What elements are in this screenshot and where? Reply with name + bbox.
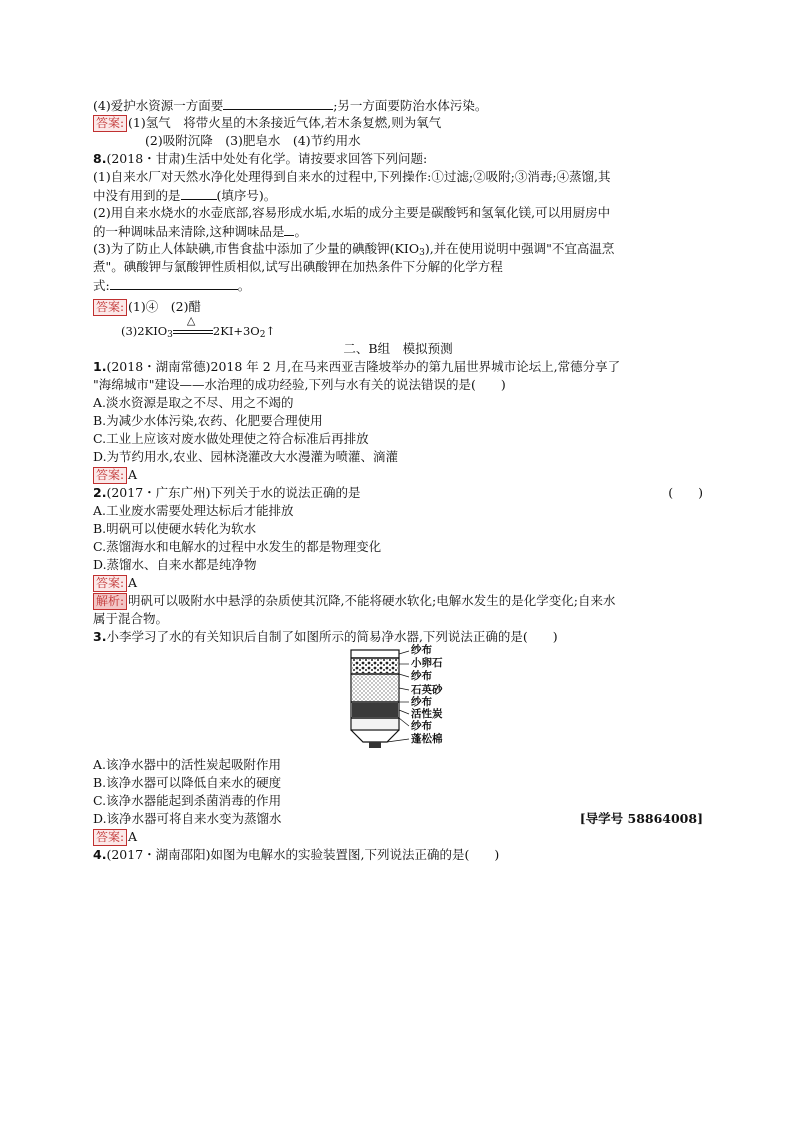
q3-option-c: C.该净水器能起到杀菌消毒的作用 [93, 793, 282, 808]
answer-blank[interactable] [110, 276, 238, 290]
answer-blank[interactable] [223, 96, 333, 110]
q2-analysis-b: 属于混合物。 [93, 611, 169, 626]
analysis-tag: 解析: [93, 593, 127, 610]
q8-answer-equation: $(3)2KIO_3$ △ $2KI+3O_2↑$ [121, 314, 276, 340]
answer-paren: ( ) [668, 485, 703, 500]
sand-layer [352, 675, 398, 701]
label-activated-carbon: 活性炭 [411, 708, 443, 720]
heat-triangle-icon: △ [186, 314, 196, 327]
q1-answer: 答案: A [93, 466, 703, 484]
q2-answer: 答案: A [93, 574, 703, 592]
q8-part2a: (2)用自来水烧水的水壶底部,容易形成水垢,水垢的成分主要是碳酸钙和氢氧化镁,可以用厨房中 [93, 205, 611, 220]
label-quartz-sand: 石英砂 [411, 684, 443, 696]
q2-option-d: D.蒸馏水、自来水都是纯净物 [93, 557, 257, 572]
q7-answer: 答案: (1)氢气 将带火星的木条接近气体,若木条复燃,则为氧气 [93, 114, 703, 132]
q1-stem-b: "海绵城市"建设——水治理的成功经验,下列与水有关的说法错误的是( ) [93, 377, 506, 392]
q1-option-d: D.为节约用水,农业、园林浇灌改大水漫灌为喷灌、滴灌 [93, 449, 399, 464]
q2-option-c: C.蒸馏海水和电解水的过程中水发生的都是物理变化 [93, 539, 382, 554]
q3-option-b: B.该净水器可以降低自来水的硬度 [93, 775, 282, 790]
answer-tag: 答案: [93, 467, 127, 484]
q3-stem: 3.小李学习了水的有关知识后自制了如图所示的简易净水器,下列说法正确的是( ) [93, 629, 558, 644]
carbon-layer [352, 703, 398, 717]
section-title: 二、B组 模拟预测 [343, 341, 453, 356]
guide-number: [导学号 58864008] [579, 811, 703, 826]
document-page [93, 96, 703, 864]
label-fluffy-cotton: 蓬松棉 [411, 733, 443, 745]
q3-answer: 答案: A [93, 828, 703, 846]
q8-part1a: (1)自来水厂对天然水净化处理得到自来水的过程中,下列操作:①过滤;②吸附;③消毒;④蒸馏,其 [93, 169, 611, 184]
q7-answer-line2: (2)吸附沉降 (3)肥皂水 (4)节约用水 [145, 133, 361, 148]
q8-part3c: 式: 。 [93, 278, 251, 293]
answer-blank[interactable] [181, 186, 217, 200]
answer-tag: 答案: [93, 299, 127, 316]
answer-tag: 答案: [93, 829, 127, 846]
q4-stem: 4.(2017・湖南邵阳)如图为电解水的实验装置图,下列说法正确的是( ) [93, 847, 500, 862]
label-gauze-1: 纱布 [411, 644, 432, 656]
answer-tag: 答案: [93, 575, 127, 592]
q1-option-a: A.淡水资源是取之不尽、用之不竭的 [93, 395, 294, 410]
label-gauze-3: 纱布 [411, 696, 432, 708]
gas-arrow-icon: ↑ [265, 324, 276, 338]
q3-option-a: A.该净水器中的活性炭起吸附作用 [93, 757, 282, 772]
q1-option-b: B.为减少水体污染,农药、化肥要合理使用 [93, 413, 323, 428]
q2-option-b: B.明矾可以使硬水转化为软水 [93, 521, 257, 536]
q7-part4: (4)爱护水资源一方面要 ;另一方面要防治水体污染。 [93, 98, 488, 113]
cotton-layer [352, 719, 398, 729]
q8-part1b: 中没有用到的是 (填序号)。 [93, 188, 277, 203]
heating-equals-sign [173, 314, 213, 340]
q8-part3a: (3)为了防止人体缺碘,市售食盐中添加了少量的碘酸钾$(KIO_3)$,并在使用说明中强调"不宜高温烹 [93, 241, 615, 258]
water-filter-diagram [343, 646, 463, 756]
answer-tag: 答案: [93, 115, 127, 132]
label-gauze-4: 纱布 [411, 720, 432, 732]
q1-option-c: C.工业上应该对废水做处理使之符合标准后再排放 [93, 431, 369, 446]
q8-stem: 8.(2018・甘肃)生活中处处有化学。请按要求回答下列问题: [93, 151, 428, 166]
q8-answer: 答案: (1)④ (2)醋 [93, 298, 703, 316]
q2-analysis: 解析: 明矾可以吸附水中悬浮的杂质使其沉降,不能将硬水软化;电解水发生的是化学变化;自来水 [93, 592, 703, 610]
q8-part3b: 煮"。碘酸钾与氯酸钾性质相似,试写出碘酸钾在加热条件下分解的化学方程 [93, 259, 503, 274]
q8-part2b: 的一种调味品来清除,这种调味品是 。 [93, 224, 307, 239]
water-filter-figure [93, 646, 703, 756]
q2-stem: 2.(2017・广东广州)下列关于水的说法正确的是 ( ) [93, 485, 703, 500]
q3-option-d: D.该净水器可将自来水变为蒸馏水 [导学号 58864008] [93, 811, 703, 826]
answer-blank[interactable] [284, 222, 294, 236]
pebble-layer [352, 659, 398, 673]
q1-stem-a: 1.(2018・湖南常德)2018 年 2 月,在马来西亚吉隆坡举办的第九届世界城市论坛上,常德分享了 [93, 359, 621, 374]
label-pebbles: 小卵石 [411, 657, 443, 669]
label-gauze-2: 纱布 [411, 670, 432, 682]
q2-option-a: A.工业废水需要处理达标后才能排放 [93, 503, 294, 518]
